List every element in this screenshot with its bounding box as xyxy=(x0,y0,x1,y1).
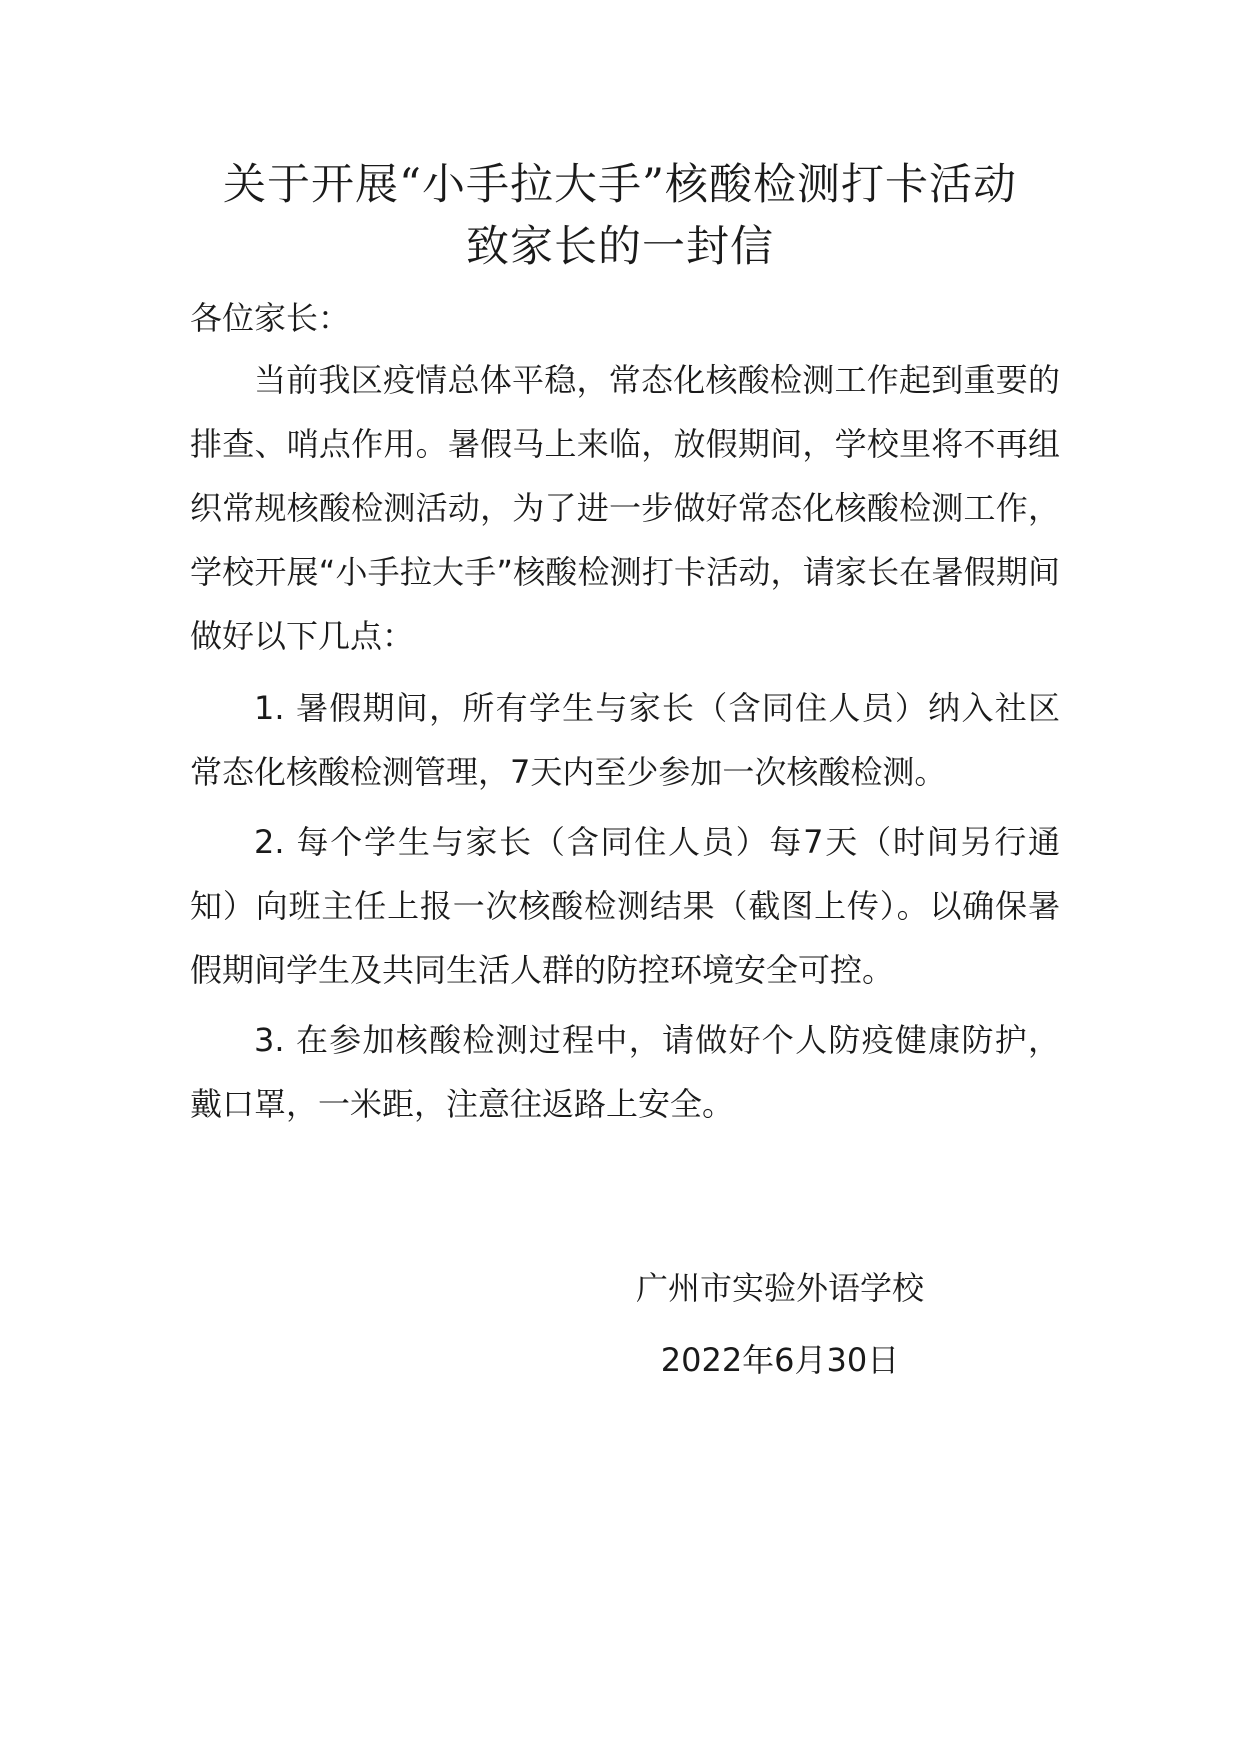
intro-paragraph: 当前我区疫情总体平稳，常态化核酸检测工作起到重要的排查、哨点作用。暑假马上来临，放假期间，学校里将不再组织常规核酸检测活动，为了进一步做好常态化核酸检测工作，学校开展“小手拉大手”核酸检测打卡活动，请家长在暑假期间做好以下几点： xyxy=(190,361,1060,655)
signature-date: 2022年6月30日 xyxy=(660,1341,900,1379)
list-item-3: 3. 在参加核酸检测过程中，请做好个人防疫健康防护，戴口罩，一米距，注意往返路上安全。 xyxy=(190,1021,1060,1123)
title-line-2: 致家长的一封信 xyxy=(466,222,774,272)
salutation: 各位家长： xyxy=(190,299,351,337)
list-item-1: 1. 暑假期间，所有学生与家长（含同住人员）纳入社区常态化核酸检测管理，7天内至少参加一次核酸检测。 xyxy=(190,689,1060,791)
signature-organization: 广州市实验外语学校 xyxy=(635,1269,924,1307)
title-line-1: 关于开展“小手拉大手”核酸检测打卡活动 xyxy=(223,160,1017,210)
list-item-2: 2. 每个学生与家长（含同住人员）每7天（时间另行通知）向班主任上报一次核酸检测结果（截图上传）。以确保暑假期间学生及共同生活人群的防控环境安全可控。 xyxy=(190,823,1060,989)
